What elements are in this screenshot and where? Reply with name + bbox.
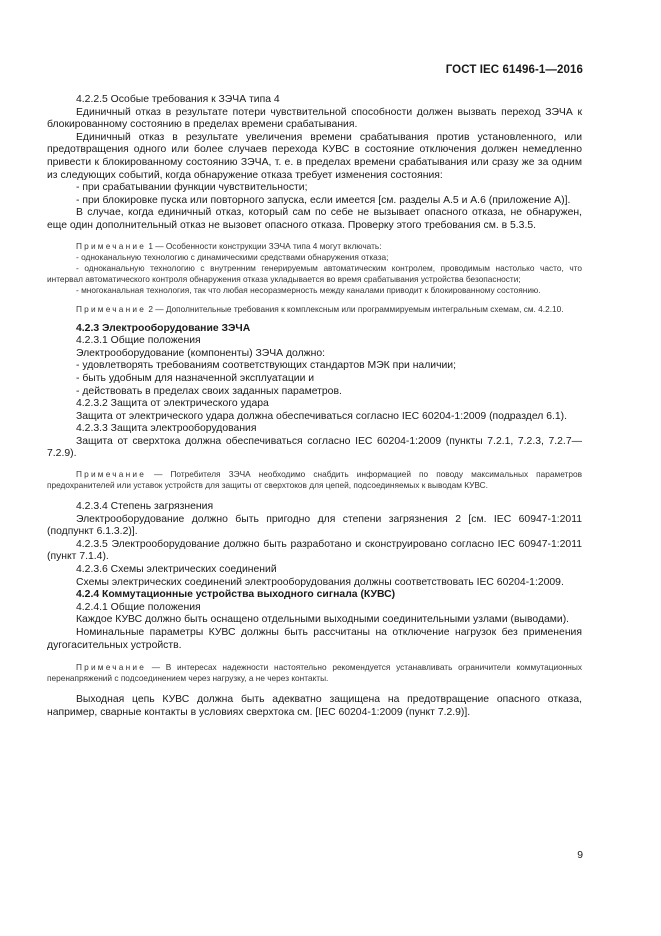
note-label: Примечание [76, 469, 147, 480]
section-4-2-3-2-heading: 4.2.3.2 Защита от электрического удара [76, 398, 269, 410]
section-4-2-3-heading: 4.2.3 Электрооборудование ЗЭЧА [76, 322, 251, 334]
note-3 [47, 469, 582, 491]
paragraph: Выходная цепь КУВС должна быть адекватно защищена на предотвращение опасного отказа, например, сварные контакты в условиях сверхтока см. [IEC 60204-1:2009 (пункт 7.2.9)]. [47, 694, 582, 718]
note-text: 1 — Особенности конструкции ЗЭЧА типа 4 могут включать: [146, 240, 382, 251]
note-2 [47, 304, 582, 315]
section-4-2-3-4-heading: 4.2.3.4 Степень загрязнения [76, 501, 214, 513]
paragraph: Номинальные параметры КУВС должны быть рассчитаны на отключение нагрузок без применения дугогасительных устройств. [47, 627, 582, 651]
note-text: — В интересах надежности настоятельно рекомендуется устанавливать ограничители коммутационных перенапряжений с подсоединением через нагрузку, а не через контакты. [47, 662, 582, 684]
list-item: - удовлетворять требованиям соответствующих стандартов МЭК при наличии; [76, 360, 456, 372]
paragraph: Каждое КУВС должно быть оснащено отдельными выходными соединительными узлами (выводами). [76, 614, 570, 626]
section-4-2-2-5-heading: 4.2.2.5 Особые требования к ЗЭЧА типа 4 [76, 94, 280, 105]
paragraph: Защита от электрического удара должна обеспечиваться согласно IEC 60204-1:2009 (подраздел 6.1). [76, 410, 567, 422]
section-4-2-3-3-heading: 4.2.3.3 Защита электрооборудования [76, 423, 257, 435]
list-item: - действовать в пределах своих заданных параметров. [76, 385, 342, 397]
paragraph: Схемы электрических соединений электрооборудования должны соответствовать IEC 60204-1:2009. [76, 576, 564, 588]
paragraph: Единичный отказ в результате потери чувствительной способности должен вызвать переход ЗЭЧА к блокированному состоянию в пределах времени срабатывания. [47, 106, 582, 131]
note-text: 2 — Дополнительные требования к комплексным или программируемым интегральным схемам, см. 4.2.10. [146, 303, 564, 314]
note-list-item: - одноканальную технологию с динамическими средствами обнаружения отказа; [76, 251, 389, 262]
list-item: - при блокировке пуска или повторного запуска, если имеется [см. разделы А.5 и А.6 (приложение А)]. [76, 194, 571, 206]
section-4-2-4-heading: 4.2.4 Коммутационные устройства выходного сигнала (КУВС) [76, 589, 396, 601]
paragraph: Электрооборудование (компоненты) ЗЭЧА должно: [76, 347, 325, 359]
note-4 [47, 662, 582, 684]
list-item: - при срабатывании функции чувствительности; [76, 182, 308, 194]
list-item: - быть удобным для назначенной эксплуатации и [76, 372, 315, 384]
note-label: Примечание [76, 240, 147, 251]
paragraph: В случае, когда единичный отказ, который сам по себе не вызывает опасного отказа, не обнаружен, еще один дополнительный отказ не вызовет опасного отказа. Проверку этого требования см. в 5.3.5. [47, 207, 582, 231]
note-text: — Потребителя ЗЭЧА необходимо снабдить информацией по поводу максимальных параметров предохранителей или уставок устройств для защиты от сверхтоков для цепей, подсоединяемых к выводам КУВС. [47, 469, 582, 491]
note-list-item: - многоканальная технология, так что любая несоразмерность между каналами приводит к блокированному состоянию. [76, 284, 541, 295]
note-label: Примечание [76, 662, 147, 673]
section-4-2-3-6-heading: 4.2.3.6 Схемы электрических соединений [76, 564, 277, 576]
note-label: Примечание [76, 303, 147, 314]
section-4-2-4-1-heading: 4.2.4.1 Общие положения [76, 601, 201, 613]
document-header: ГОСТ IEC 61496-1—2016 [445, 64, 583, 76]
section-4-2-3-1-heading: 4.2.3.1 Общие положения [76, 335, 201, 347]
note-list-item: - одноканальную технологию с внутренним генерируемым автоматическим контролем, проводимым настолько часто, что интервал автоматического контроля обнаружения отказа укладывается во время срабатывания устройства безопасности; [47, 262, 582, 284]
page-number: 9 [577, 850, 583, 861]
paragraph: Электрооборудование должно быть пригодно для степени загрязнения 2 [см. IEC 60947-1:2011 (подпункт 6.1.3.2)]. [47, 513, 582, 538]
section-4-2-3-5-paragraph: 4.2.3.5 Электрооборудование должно быть разработано и сконструировано согласно IEC 60947-1:2011 (пункт 7.1.4). [47, 538, 582, 563]
paragraph: Защита от сверхтока должна обеспечиваться согласно IEC 60204-1:2009 (пункты 7.2.1, 7.2.3, 7.2.7—7.2.9). [47, 435, 582, 460]
note-1 [47, 241, 582, 252]
paragraph: Единичный отказ в результате увеличения времени срабатывания против установленного, или предотвращения одного или более случаев перехода КУВС в состояние отключения должен немедленно привести к блокированному состоянию ЗЭЧА, т. е. в пределах времени срабатывания или сразу же за одним из следующих событий, когда обнаружение отказа требует изменения состояния: [47, 131, 582, 181]
page-body [47, 94, 582, 719]
